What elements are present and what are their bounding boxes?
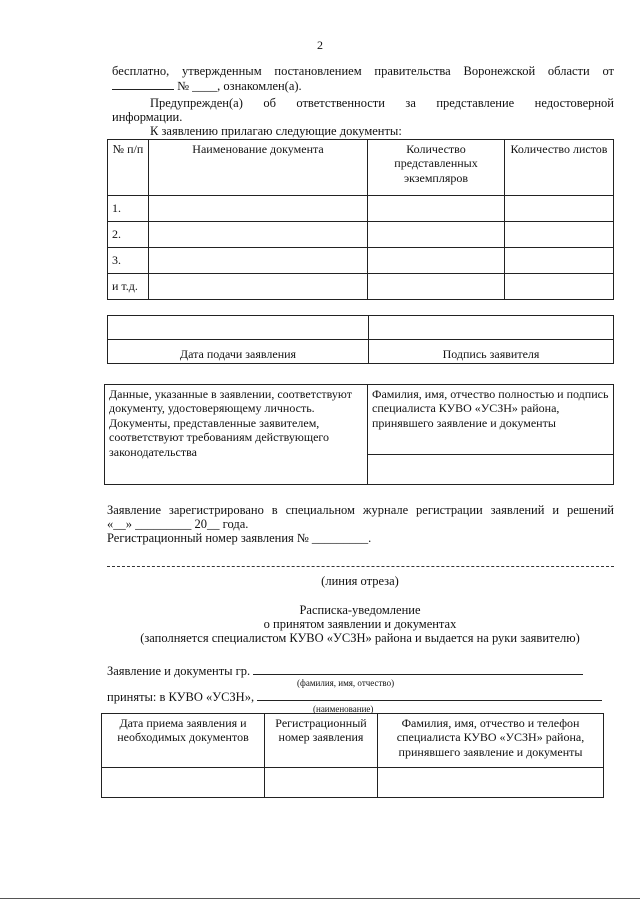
attachments-intro: К заявлению прилагаю следующие документы: [150,124,402,138]
col-sheets: Количество листов [505,140,614,196]
verification-statement [105,385,368,485]
col-number: № п/п [108,140,149,196]
cell-input[interactable] [505,222,614,248]
receipt-table [101,713,604,798]
col-reg-number: Регистрационный номер заявления [265,714,378,768]
row-number: и т.д. [108,274,149,300]
warning-line-2: информации. [112,110,183,124]
receipt-title: Расписка-уведомление [299,603,421,617]
fio-input[interactable] [253,663,583,675]
registration-line-1: Заявление зарегистрировано в специальном журнале регистрации заявлений и решений [107,503,614,517]
intro-line-2-text: № ____, ознакомлен(а). [177,79,302,93]
registration-number: Регистрационный номер заявления № _________. [107,531,372,545]
receipt-subtitle: о принятом заявлении и документах [263,617,457,631]
receipt-specialist-cell[interactable] [378,768,604,798]
cut-line-label: (линия отреза) [321,574,399,588]
signature-input-cell[interactable] [369,316,614,340]
docs-from-label: Заявление и документы гр. [107,664,251,678]
verification-text-2: Документы, представленные заявителем, соответствуют требованиям действующего законодательства [109,415,330,459]
page-number: 2 [317,38,323,52]
cell-input[interactable] [505,274,614,300]
cell-input[interactable] [368,248,505,274]
cell-input[interactable] [368,222,505,248]
name-hint: (наименование) [313,704,374,714]
verification-table [104,384,614,485]
specialist-signature-cell[interactable] [368,455,614,485]
signature-label: Подпись заявителя [369,340,614,364]
receipt-note: (заполняется специалистом КУВО «УСЗН» района и выдается на руки заявителю) [140,631,580,645]
fio-hint: (фамилия, имя, отчество) [297,678,395,688]
intro-line-2 [112,78,302,94]
cell-input[interactable] [505,196,614,222]
cell-input[interactable] [368,196,505,222]
registration-date: «__» _________ 20__ года. [107,517,249,531]
cell-input[interactable] [149,222,368,248]
accepted-label: приняты: в КУВО «УСЗН», [107,690,255,704]
footer-rule [0,898,640,899]
warning-line-1: Предупрежден(а) об ответственности за представление недостоверной [150,96,614,110]
docs-from-line [107,663,583,679]
row-number: 1. [108,196,149,222]
accepted-line [107,689,602,705]
receipt-number-cell[interactable] [265,768,378,798]
row-number: 2. [108,222,149,248]
date-label: Дата подачи заявления [108,340,369,364]
specialist-label: Фамилия, имя, отчество полностью и подпись специалиста КУВО «УСЗН» района, принявшего заявление и документы [368,385,614,455]
cell-input[interactable] [149,274,368,300]
cell-input[interactable] [505,248,614,274]
organization-input[interactable] [257,689,602,701]
row-number: 3. [108,248,149,274]
date-input-cell[interactable] [108,316,369,340]
verification-text-1: Данные, указанные в заявлении, соответствуют документу, удостоверяющему личность. [109,387,352,416]
col-receipt-date: Дата приема заявления и необходимых документов [102,714,265,768]
intro-line-1: бесплатно, утвержденным постановлением правительства Воронежской области от [112,64,614,78]
col-specialist: Фамилия, имя, отчество и телефон специалиста КУВО «УСЗН» района, принявшего заявление и документы [378,714,604,768]
cell-input[interactable] [149,196,368,222]
cell-input[interactable] [149,248,368,274]
documents-table [107,139,614,300]
cell-input[interactable] [368,274,505,300]
col-copies: Количество представленных экземпляров [368,140,505,196]
receipt-date-cell[interactable] [102,768,265,798]
col-doc-name: Наименование документа [149,140,368,196]
signature-table [107,315,614,364]
cut-line [107,566,614,567]
